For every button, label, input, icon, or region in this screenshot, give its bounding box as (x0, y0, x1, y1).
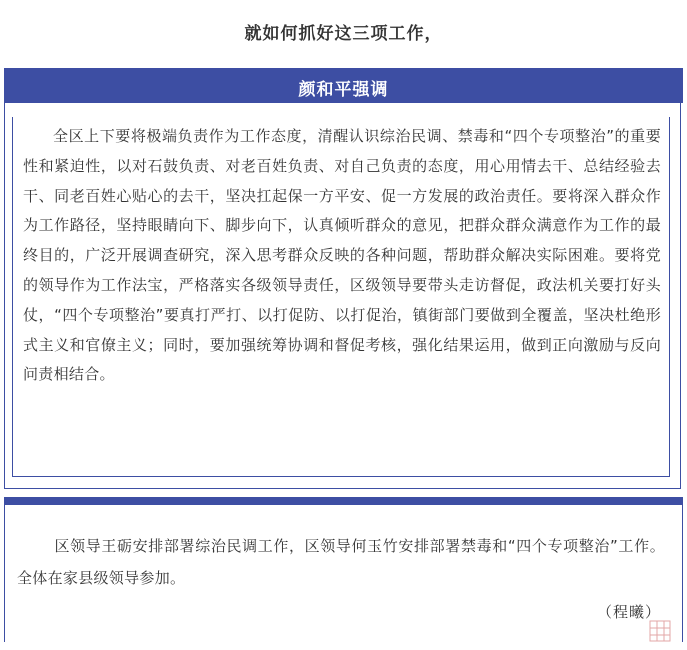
banner-title: 颜和平强调 (298, 80, 389, 100)
section-divider (4, 497, 683, 505)
body-paragraph-main: 全区上下要将极端负责作为工作态度，清醒认识综治民调、禁毒和“四个专项整治”的重要性和紧迫性，以对石鼓负责、对老百姓负责、对自己负责的态度，用心用情去干、总结经验去干、同老百姓心贴心的去干，坚决扛起保一方平安、促一方发展的政治责任。要将深入群众作为工作路径，坚持眼睛向下、脚步向下，认真倾听群众的意见，把群众群众满意作为工作的最终目的，广泛开展调查研究，深入思考群众反映的各种问题，帮助群众解决实际困难。要将党的领导作为工作法宝，严格落实各级领导责任，区级领导要带头走访督促，政法机关要打好头仗，“四个专项整治”要真打严打、以打促防、以打促治，镇街部门要做到全覆盖，坚决杜绝形式主义和官僚主义；同时，要加强统筹协调和督促考核，强化结果运用，做到正向激励与反向问责相结合。 (23, 127, 661, 384)
body-paragraph-note: 区领导王砺安排部署综治民调工作，区领导何玉竹安排部署禁毒和“四个专项整治”工作。全体在家县级领导参加。 (17, 537, 665, 587)
section-heading: 就如何抓好这三项工作， (244, 24, 443, 44)
author-byline: （程曦） (596, 603, 661, 621)
title-banner (4, 68, 683, 103)
grid-watermark-icon (649, 620, 671, 642)
